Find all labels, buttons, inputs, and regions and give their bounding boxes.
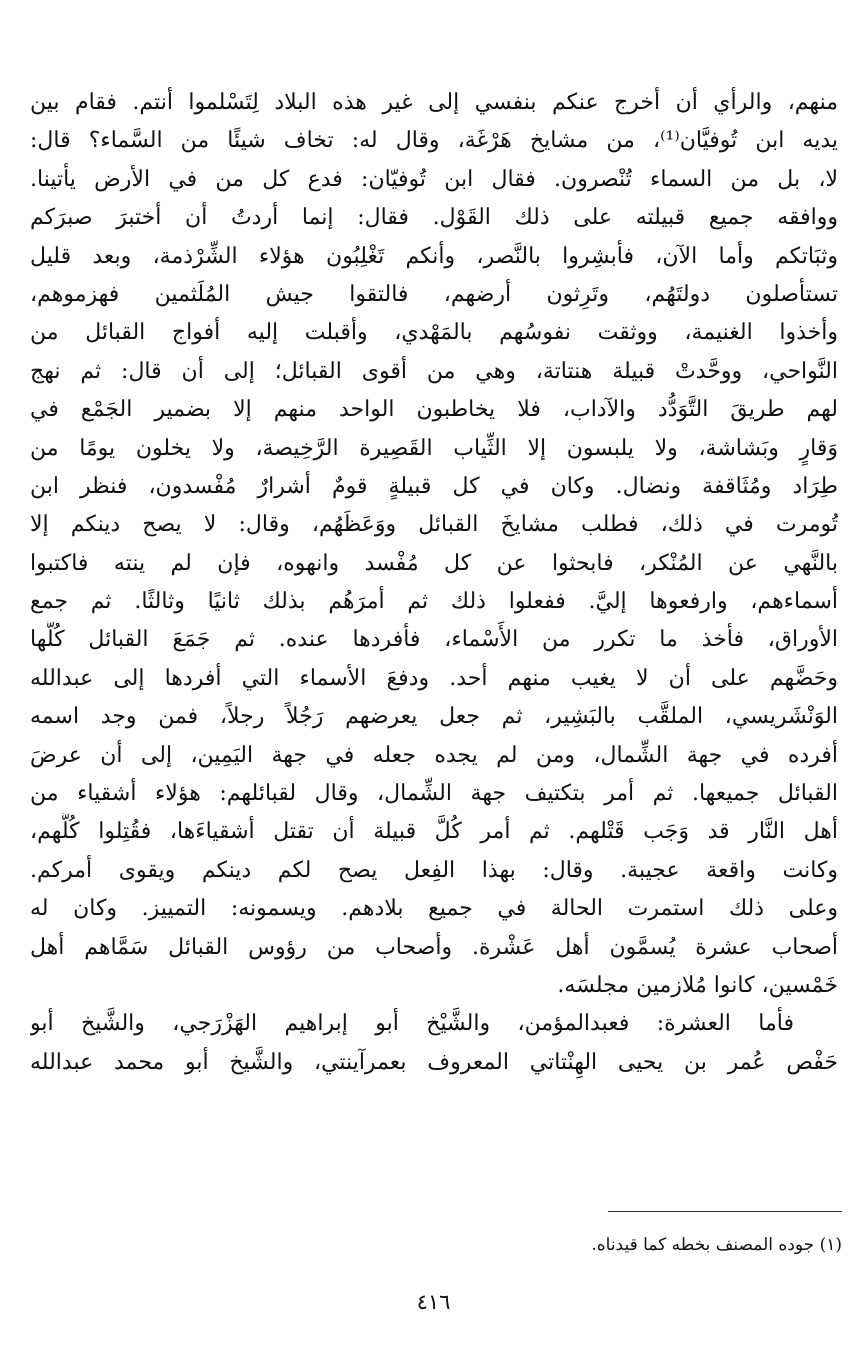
text-line: بالنَّهي عن المُنْكر، فابحثوا عن كل مُفْسد وانهوه، فإن لم ينته فاكتبوا [30, 550, 838, 576]
text-line: وكانت واقعة عجيبة. وقال: بهذا الفِعل يصح لكم دينكم ويقوى أمركم. [30, 857, 838, 883]
text-line: أهل النَّار قد وَجَب قَتْلهم. ثم أمر كُلَّ قبيلة أن تقتل أشقياءَها، فقُتِلوا كُلُّهم، [30, 819, 838, 845]
text-line: ووافقه جميع قبيلته على ذلك القَوْل. فقال: إنما أردتُ أن أختبرَ صبرَكم [30, 205, 838, 231]
text-line: تستأصلون دولتَهُم، وتَرِثون أرضهم، فالتقوا جيش المُلَثمين فهزموهم، [30, 281, 838, 307]
text-line: تُومرت في ذلك، فطلب مشايخَ القبائل ووَعَظَهُم، وقال: لا يصح دينكم إلا [30, 512, 838, 538]
text-line: يديه ابن تُوفيَّان⁽¹⁾، من مشايخ هَرْغَة، وقال له: تخاف شيئًا من السَّماء؟ قال: [30, 128, 838, 154]
text-line: لا، بل من السماء تُنْصرون. فقال ابن تُوفيّان: فدع كل من في الأرض يأتينا. [30, 166, 838, 192]
text-line: الأوراق، فأخذ ما تكرر من الأَسْماء، فأفردها عنده. ثم جَمَعَ القبائل كُلَّها [30, 627, 838, 653]
text-line: خَمْسين، كانوا مُلازمين مجلسَه. [557, 972, 838, 998]
text-line: حَفْص عُمر بن يحيى الهِنْتاتي المعروف بعمرآينتي، والشَّيخ أبو محمد عبدالله [30, 1049, 838, 1075]
text-line: منهم، والرأي أن أخرج عنكم بنفسي إلى غير هذه البلاد لِتَسْلموا أنتم. فقام بين [30, 90, 838, 115]
text-line: وَقارٍ وبَشاشة، ولا يلبسون إلا الثِّياب القَصِيرة الرَّخِيصة، ولا يخلون يومًا من [30, 435, 838, 461]
page-number: ٤١٦ [416, 1290, 451, 1314]
footnote: (١) جوده المصنف بخطه كما قيدناه. [591, 1235, 842, 1255]
main-text-block [30, 84, 838, 1082]
text-line: النَّواحي، ووحَّدتْ قبيلة هنتاتة، وهي من أقوى القبائل؛ إلى أن قال: ثم نهج [30, 358, 838, 384]
text-line: طِرَاد ومُثَاقفة ونضال. وكان في كل قبيلةٍ قومٌ أشرارٌ مُفْسدون، فنظر ابن [30, 473, 838, 499]
text-line: أسماءهم، وارفعوها إليَّ. ففعلوا ذلك ثم أمرَهُم بذلك ثانيًا وثالثًا. ثم جمع [30, 589, 838, 615]
text-line: وعلى ذلك استمرت الحالة في جميع بلادهم. ويسمونه: التمييز. وكان له [30, 896, 838, 922]
text-line: فأما العشرة: فعبدالمؤمن، والشَّيْخ أبو إبراهيم الهَزْرَجي، والشَّيخ أبو [30, 1011, 794, 1037]
text-line: وأخذوا الغنيمة، ووثقت نفوسُهم بالمَهْدي، وأقبلت إليه أفواج القبائل من [30, 320, 838, 346]
text-line: وثبَاتكم وأما الآن، فأبشِروا بالنَّصر، وأنكم تَغْلِبُون هؤلاء الشِّرْذمة، وبعد قليل [30, 243, 838, 269]
text-line: لهم طريقَ التَّوَدُّد والآداب، فلا يخاطبون الواحد منهم إلا بضمير الجَمْع في [30, 397, 838, 423]
text-line: الوَنْشَريسي، الملقَّب بالبَشِير، ثم جعل يعرضهم رَجُلاً رجلاً، فمن وجد اسمه [30, 704, 838, 730]
text-line: وحَضَّهم على أن لا يغيب منهم أحد. ودفعَ الأسماء التي أفردها إلى عبدالله [30, 665, 838, 691]
text-line: أفرده في جهة الشِّمال، ومن لم يجده جعله في جهة اليَمِين، إلى أن عرضَ [30, 742, 838, 768]
text-line: القبائل جميعها. ثم أمر بتكتيف جهة الشِّمال، وقال لقبائلهم: هؤلاء أشقياء من [30, 781, 838, 807]
text-line: أصحاب عشرة يُسمَّون أهل عَشْرة. وأصحاب من رؤوس القبائل سَمَّاهم أهل [30, 934, 838, 960]
footnote-separator [608, 1211, 842, 1212]
